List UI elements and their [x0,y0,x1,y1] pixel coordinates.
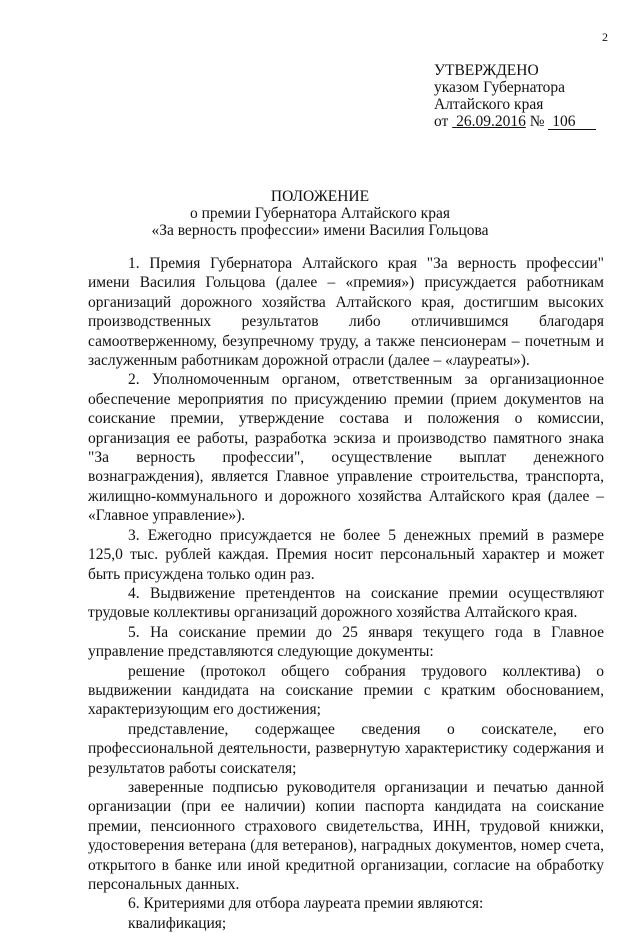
document-award-name: «За верность профессии» имени Василия Гольцова [151,222,489,239]
paragraph: квалификация; [128,914,227,932]
approval-date-line [434,113,596,130]
document-subtitle: о премии Губернатора Алтайского края [190,205,450,222]
paragraph: 2. Уполномоченным органом, ответственным за организационное обеспечение мероприятия по присуждению премии (прием документов на соискание премии, утверждение состава и положения о комиссии, организация ее работы, разработка эскиза и производство памятного знака "За верность профессии", осуществление выплат денежного вознаграждения), является Главное управление строительства, транспорта, жилищно-коммунального и дорожного хозяйства Алтайского края (далее – «Главное управление»). [88,371,604,525]
paragraph: 1. Премия Губернатора Алтайского края "За верность профессии" имени Василия Гольцова (далее – «премия») присуждается работникам организаций дорожного хозяйства Алтайского края, достигшим высоких производственных результатов либо отличившимся благодаря самоотверженному, безупречному труду, а также пенсионерам – почетным и заслуженным работникам дорожной отрасли (далее – «лауреаты»). [88,255,604,370]
approval-title: УТВЕРЖДЕНО [434,62,539,79]
paragraph: 3. Ежегодно присуждается не более 5 денежных премий в размере 125,0 тыс. рублей каждая. Премия носит персональный характер и может быть присуждена только один раз. [88,526,604,583]
paragraph: 5. На соискание премии до 25 января текущего года в Главное управление представляются следующие документы: [88,623,604,661]
approval-number-sign: № [529,113,545,130]
page-number: 2 [602,30,608,44]
paragraph: решение (протокол общего собрания трудового коллектива) о выдвижении кандидата на соискание премии с кратким обоснованием, характеризующим его достижения; [88,662,604,719]
approval-block [434,62,596,130]
approval-issuer: указом Губернатора [434,79,566,96]
document-title: ПОЛОЖЕНИЕ [270,188,370,205]
approval-date-prefix: от [434,113,449,130]
document-body [88,254,604,933]
approval-number: 106 [548,115,596,130]
document-heading [0,188,640,239]
paragraph: 6. Критериями для отбора лауреата премии являются: [128,895,484,913]
approval-region: Алтайского края [434,96,544,113]
paragraph: 4. Выдвижение претендентов на соискание премии осуществляют трудовые коллективы организаций дорожного хозяйства Алтайского края. [88,584,604,622]
paragraph: заверенные подписью руководителя организации и печатью данной организации (при ее наличии) копии паспорта кандидата на соискание премии, пенсионного страхового свидетельства, ИНН, трудовой книжки, удостоверения ветерана (для ветеранов), наградных документов, номер счета, открытого в банке или иной кредитной организации, согласие на обработку персональных данных. [88,778,604,893]
approval-date: 26.09.2016 [456,113,526,130]
paragraph: представление, содержащее сведения о соискателе, его профессиональной деятельности, развернутую характеристику содержания и результатов работы соискателя; [88,720,604,777]
